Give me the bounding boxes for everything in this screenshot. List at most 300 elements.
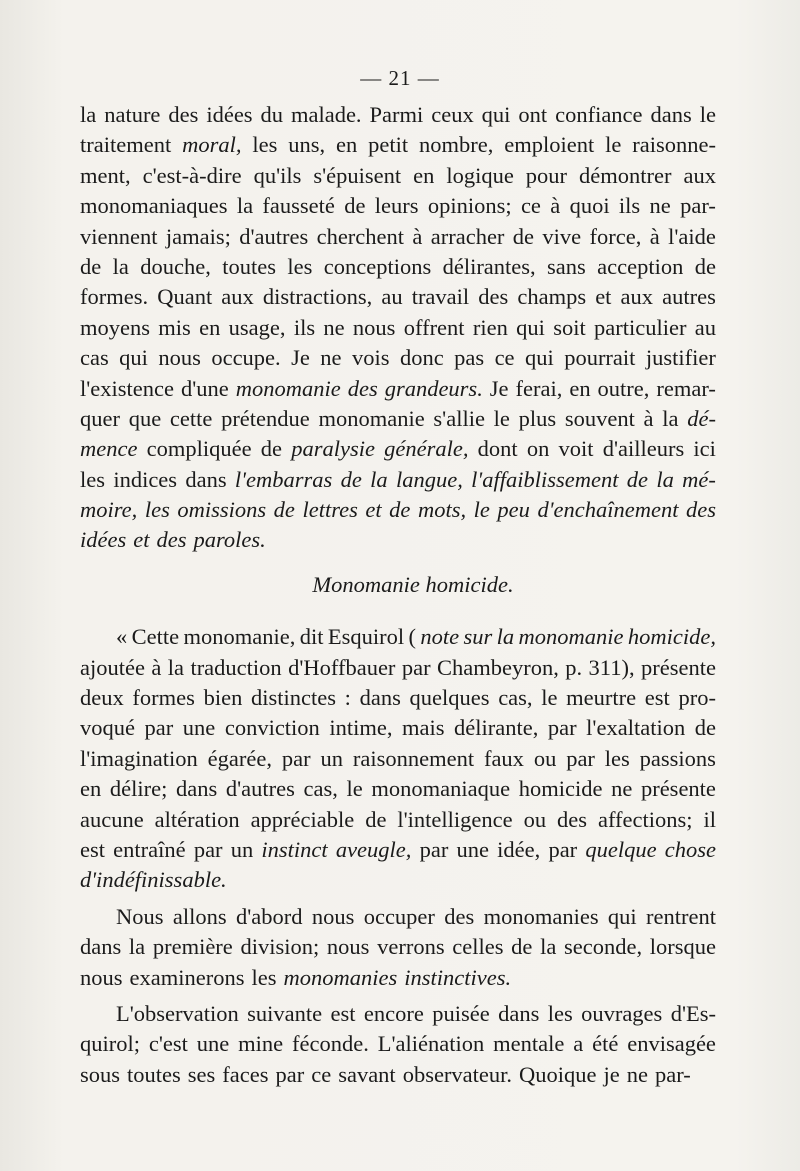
word: une — [196, 1031, 230, 1057]
text-line — [80, 932, 716, 962]
word: quelque — [585, 836, 657, 862]
word: de — [273, 497, 295, 523]
word: Chambeyron, — [436, 654, 559, 680]
word: raisonne- — [632, 132, 716, 158]
word: d'Es- — [670, 1000, 716, 1026]
word: c'est-à-dire — [142, 162, 242, 188]
word: instinct — [261, 836, 328, 862]
word: et — [133, 527, 150, 553]
word: dit — [299, 624, 324, 650]
word: le — [699, 102, 716, 127]
word: distractions, — [262, 284, 373, 310]
word: voit — [558, 436, 594, 462]
word: ne — [323, 314, 345, 340]
word: cas, — [303, 776, 338, 802]
word: présente — [640, 776, 716, 802]
word: nombre, — [419, 132, 494, 158]
word: qui — [481, 102, 511, 127]
paragraph-2 — [80, 622, 716, 896]
word: par — [275, 1061, 305, 1087]
word: de — [694, 715, 716, 741]
word: jamais; — [165, 223, 231, 249]
word: de — [260, 436, 283, 462]
word: quelques — [409, 685, 490, 711]
word: logique — [446, 162, 514, 188]
word: dé- — [687, 405, 716, 431]
word: à — [412, 223, 423, 249]
word: dans — [185, 466, 227, 492]
word: mé- — [682, 466, 716, 492]
word: mots, — [417, 497, 467, 523]
word: le — [605, 132, 622, 158]
word: pourrait — [564, 345, 636, 371]
word: la — [112, 253, 129, 279]
word: sans — [547, 253, 586, 279]
word: autres — [662, 284, 716, 310]
word: verrons — [377, 934, 445, 960]
word: ne — [626, 1061, 649, 1087]
word: faux — [483, 745, 524, 771]
word: l'existence — [80, 375, 175, 401]
word: toutes — [222, 253, 276, 279]
word: passions — [639, 745, 716, 771]
text-line — [80, 999, 716, 1029]
word: aux — [221, 284, 254, 310]
word: les — [547, 1000, 573, 1026]
word: celles — [452, 934, 504, 960]
word: traduction — [190, 654, 282, 680]
word: ils — [618, 193, 641, 219]
word: bien — [203, 685, 243, 711]
word: dans — [498, 1000, 540, 1026]
word: grandeurs. — [384, 375, 483, 401]
word: ceux — [431, 102, 474, 127]
word: ferai, — [515, 375, 563, 401]
word: prétendue — [221, 405, 310, 431]
text-line — [80, 191, 716, 221]
word: observateur. — [402, 1061, 513, 1087]
word: « — [116, 624, 128, 650]
word: les — [287, 253, 313, 279]
word: ont — [518, 102, 548, 127]
word: Cette — [131, 624, 180, 650]
word: égarée, — [207, 745, 272, 771]
word: par — [401, 654, 431, 680]
word: ou — [533, 745, 557, 771]
word: paralysie — [291, 436, 375, 462]
word: idées — [206, 102, 253, 127]
text-line — [80, 222, 716, 252]
text-line — [80, 282, 716, 312]
text-line — [80, 622, 716, 652]
word: en — [336, 132, 358, 158]
word: des — [156, 527, 187, 553]
word: vois — [351, 345, 390, 371]
word: dans — [175, 776, 218, 802]
text-line — [80, 1060, 716, 1090]
text-line — [80, 865, 716, 895]
word: de — [80, 253, 102, 279]
word: qui — [524, 345, 554, 371]
text-line — [80, 744, 716, 774]
word: voqué — [80, 715, 135, 741]
word: mence — [80, 436, 138, 462]
word: acception — [597, 253, 684, 279]
word: à — [550, 193, 561, 219]
word: une — [182, 715, 216, 741]
word: douche, — [140, 253, 211, 279]
text-line — [80, 902, 716, 932]
text-line — [80, 525, 716, 555]
word: suivante — [247, 1000, 323, 1026]
word: peu — [497, 497, 530, 523]
word: conviction — [224, 715, 320, 741]
word: dans — [80, 934, 122, 960]
word: délirante, — [454, 715, 539, 741]
word: et — [595, 284, 612, 310]
word: démontrer — [579, 162, 672, 188]
word: cette — [169, 405, 213, 431]
word: en — [413, 162, 435, 188]
word: je — [603, 1061, 620, 1087]
word: en — [199, 314, 221, 340]
word: affections; — [597, 806, 693, 832]
word: : — [344, 685, 351, 711]
word: appréciable — [250, 806, 355, 832]
word: des — [347, 375, 378, 401]
word: arracher — [430, 223, 505, 249]
word: l'intelligence — [397, 806, 513, 832]
word: justifier — [645, 345, 716, 371]
word: monomaniaques — [80, 193, 228, 219]
word: générale, — [384, 436, 469, 462]
word: confiance — [555, 102, 643, 127]
text-line — [80, 313, 716, 343]
text-line — [80, 683, 716, 713]
word: malade. — [290, 102, 362, 127]
word: à — [151, 654, 162, 680]
word: instinctives. — [404, 964, 512, 990]
word: moral, — [182, 132, 242, 158]
word: de — [340, 466, 362, 492]
word: cas, — [498, 685, 533, 711]
word: monomaniaque — [371, 776, 511, 802]
text-line — [80, 404, 716, 434]
text-line — [80, 1029, 716, 1059]
word: l'embarras — [234, 466, 333, 492]
word: du — [260, 102, 284, 127]
word: chose — [664, 836, 716, 862]
word: de — [512, 223, 535, 249]
word: le — [493, 405, 510, 431]
word: allons — [172, 903, 227, 929]
word: la — [236, 193, 254, 219]
word: dont — [477, 436, 518, 462]
word: c'est — [148, 1031, 188, 1057]
word: lorsque — [649, 934, 716, 960]
word: par- — [680, 193, 716, 219]
word: l'exaltation — [586, 715, 686, 741]
word: en — [80, 776, 102, 802]
word: ne — [320, 345, 342, 371]
body-text — [80, 100, 716, 1090]
word: par — [547, 715, 577, 741]
word: quoi — [569, 193, 610, 219]
word: l'imagination — [80, 745, 198, 771]
word: viennent — [80, 223, 158, 249]
word: première — [152, 934, 233, 960]
word: aucune — [80, 806, 144, 832]
word: d'abord — [235, 903, 303, 929]
word: occupe. — [211, 345, 281, 371]
word: ce — [520, 193, 541, 219]
word: homicide — [518, 776, 603, 802]
word: envisagée — [627, 1031, 716, 1057]
word: monomanie, — [183, 624, 296, 650]
word: formes — [132, 685, 195, 711]
text-line — [80, 100, 716, 130]
word: la — [128, 934, 146, 960]
word: mis — [158, 314, 191, 340]
word: nous — [326, 934, 370, 960]
word: altération — [154, 806, 240, 832]
word: souvent — [564, 405, 635, 431]
word: par — [548, 836, 578, 862]
word: de — [344, 193, 366, 219]
word: distinctes — [251, 685, 336, 711]
word: qui — [516, 314, 545, 340]
word: moyens — [80, 314, 150, 340]
paragraph-4 — [80, 999, 716, 1090]
word: au — [381, 284, 403, 310]
word: rentrent — [646, 903, 716, 929]
word: donc — [399, 345, 444, 371]
word: nous — [352, 314, 396, 340]
word: travail — [411, 284, 470, 310]
word: mine — [238, 1031, 284, 1057]
word: par — [193, 836, 223, 862]
word: la — [656, 466, 674, 492]
word: le — [473, 497, 490, 523]
word: sous — [80, 1061, 121, 1087]
word: d'autres — [239, 223, 309, 249]
word: soit — [553, 314, 586, 340]
word: leurs — [374, 193, 419, 219]
word: remar- — [656, 375, 716, 401]
word: intime, — [329, 715, 393, 741]
word: le — [346, 776, 363, 802]
word: est — [330, 1000, 356, 1026]
word: force, — [589, 223, 642, 249]
text-line — [80, 805, 716, 835]
word: quirol; — [80, 1031, 140, 1057]
word: délirantes, — [442, 253, 536, 279]
word: d'indéfinissable. — [80, 867, 227, 893]
word: la — [496, 624, 515, 650]
word: que — [128, 405, 162, 431]
word: la — [370, 466, 388, 492]
word: les — [251, 964, 277, 990]
word: monomanie — [318, 405, 425, 431]
word: usage, — [228, 314, 286, 340]
word: plus — [518, 405, 557, 431]
word: délire; — [109, 776, 168, 802]
text-line — [80, 252, 716, 282]
word: les — [80, 466, 105, 492]
word: monomanie — [518, 624, 624, 650]
text-line — [80, 653, 716, 683]
text-line — [80, 495, 716, 525]
word: un — [230, 836, 254, 862]
word: sur — [463, 624, 493, 650]
word: mais — [402, 715, 445, 741]
word: qui — [607, 903, 637, 929]
word: langue, — [395, 466, 463, 492]
word: s'épuisent — [313, 162, 402, 188]
word: aux — [683, 162, 716, 188]
word: ment, — [80, 162, 131, 188]
word: vive — [542, 223, 582, 249]
word: ajoutée — [80, 654, 145, 680]
word: qu'ils — [253, 162, 302, 188]
word: à — [643, 405, 654, 431]
word: à — [649, 223, 660, 249]
word: note — [420, 624, 460, 650]
word: nous — [80, 964, 123, 990]
word: d'une — [180, 375, 229, 401]
word: mentale — [493, 1031, 565, 1057]
text-line — [80, 713, 716, 743]
word: monomanie — [235, 375, 341, 401]
word: d'autres — [225, 776, 295, 802]
word: il — [703, 806, 716, 832]
word: occuper — [363, 903, 435, 929]
text-line — [80, 963, 716, 993]
word: un — [320, 745, 343, 771]
word: formes. — [80, 284, 149, 310]
word: homicide, — [627, 624, 716, 650]
word: emploient — [504, 132, 595, 158]
word: des — [168, 102, 199, 127]
word: indices — [113, 466, 178, 492]
word: rien — [472, 314, 508, 340]
word: compliquée — [146, 436, 252, 462]
text-line — [80, 161, 716, 191]
word: nous — [158, 345, 201, 371]
word: Quant — [157, 284, 213, 310]
word: de — [626, 466, 649, 492]
word: de — [511, 934, 533, 960]
word: par — [566, 745, 595, 771]
word: toutes — [127, 1061, 181, 1087]
word: lettres — [302, 497, 358, 523]
word: est — [80, 836, 105, 862]
word: 311), — [588, 654, 635, 680]
text-line — [80, 774, 716, 804]
word: une — [456, 836, 489, 862]
word: savant — [338, 1061, 396, 1087]
word: examinerons — [129, 964, 245, 990]
word: ouvrages — [581, 1000, 663, 1026]
text-line — [80, 130, 716, 160]
word: L'observation — [116, 1000, 239, 1026]
word: division; — [240, 934, 320, 960]
text-line — [80, 434, 716, 464]
paragraph-1 — [80, 100, 716, 556]
word: des — [557, 806, 588, 832]
word: nous — [311, 903, 355, 929]
word: Parmi — [369, 102, 424, 127]
word: a — [573, 1031, 584, 1057]
word: des — [444, 903, 475, 929]
word: ne — [649, 193, 671, 219]
word: des — [478, 284, 509, 310]
word: encore — [363, 1000, 424, 1026]
word: les — [144, 497, 170, 523]
word: uns, — [288, 132, 326, 158]
word: ou — [523, 806, 547, 832]
word: l'affaiblissement — [471, 466, 619, 492]
word: raisonnement — [352, 745, 475, 771]
word: champs — [517, 284, 587, 310]
text-line — [80, 465, 716, 495]
word: Je — [489, 375, 509, 401]
word: d'Hoffbauer — [288, 654, 396, 680]
word: par — [281, 745, 311, 771]
text-line — [80, 835, 716, 865]
word: d'ailleurs — [602, 436, 685, 462]
word: monomanies — [483, 903, 599, 929]
text-line — [80, 374, 716, 404]
word: la — [80, 102, 97, 127]
paragraph-3 — [80, 902, 716, 993]
word: la — [540, 934, 557, 960]
word: monomanies — [283, 964, 398, 990]
word: Esquirol — [327, 624, 405, 650]
word: pas — [454, 345, 485, 371]
word: ne — [611, 776, 633, 802]
word: traitement — [80, 132, 172, 158]
word: paroles. — [193, 527, 266, 553]
word: de — [365, 806, 387, 832]
word: ici — [693, 436, 716, 462]
section-heading: Monomanie homicide. — [312, 571, 514, 597]
word: ( — [408, 624, 416, 650]
word: en — [569, 375, 591, 401]
word: pro- — [678, 685, 716, 711]
word: été — [592, 1031, 619, 1057]
word: Je — [291, 345, 310, 371]
word: des — [685, 497, 716, 523]
word: puisée — [432, 1000, 490, 1026]
word: qui — [119, 345, 148, 371]
word: les — [252, 132, 278, 158]
word: présente — [640, 654, 716, 680]
word: la — [167, 654, 185, 680]
word: et — [365, 497, 382, 523]
word: meurtre — [566, 685, 637, 711]
word: par — [144, 715, 174, 741]
word: fausseté — [262, 193, 335, 219]
word: Nous — [116, 903, 164, 929]
word: on — [526, 436, 550, 462]
word: ils — [293, 314, 316, 340]
word: cas — [80, 345, 109, 371]
word: ses — [187, 1061, 216, 1087]
word: dans — [650, 102, 692, 127]
word: moire, — [80, 497, 138, 523]
word: le — [541, 685, 558, 711]
